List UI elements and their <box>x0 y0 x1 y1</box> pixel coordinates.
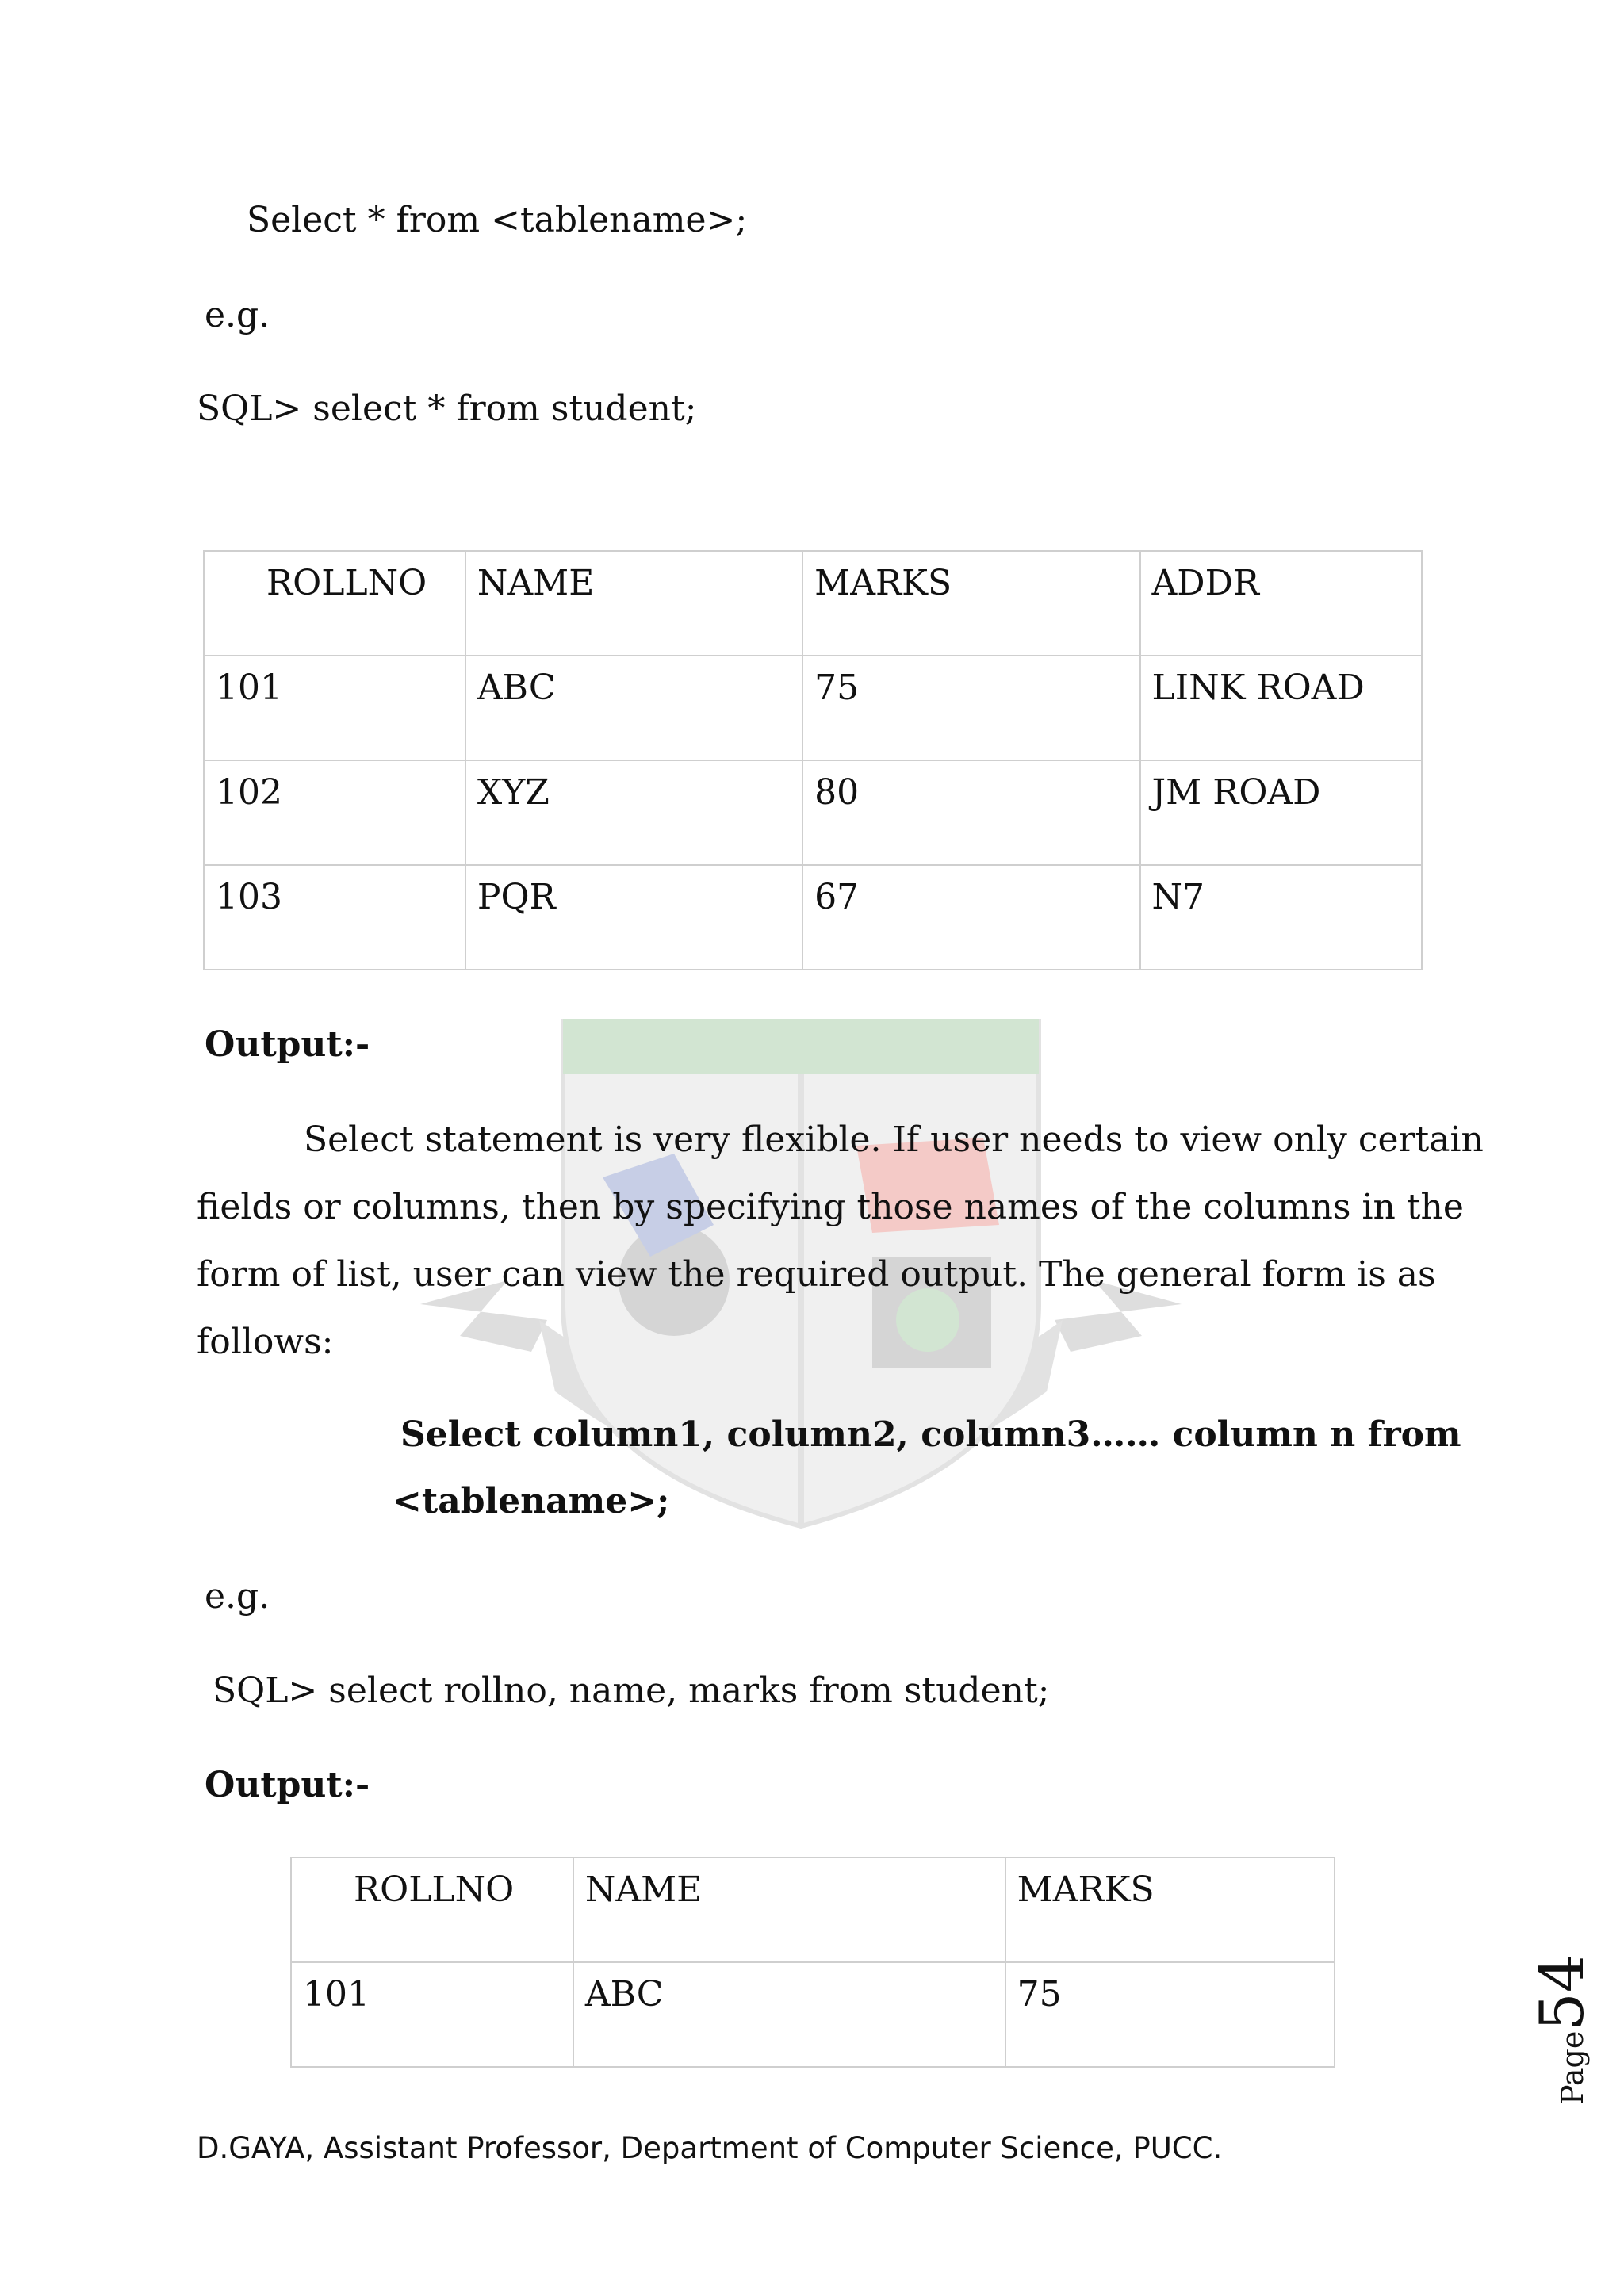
table-cell: ABC <box>573 1962 1005 2067</box>
table-row <box>291 1962 1335 2067</box>
table-header-cell: NAME <box>573 1858 1005 1962</box>
table-row <box>204 865 1422 970</box>
paragraph-line: follows: <box>197 1322 334 1362</box>
sql-query-select-all: SQL> select * from student; <box>197 388 697 429</box>
table-cell: PQR <box>465 865 802 970</box>
table-cell: 67 <box>802 865 1139 970</box>
table-cell: XYZ <box>465 760 802 865</box>
table-cell: JM ROAD <box>1140 760 1422 865</box>
table-cell: 80 <box>802 760 1139 865</box>
syntax-select-all: Select * from <tablename>; <box>247 200 748 240</box>
paragraph-line: Select statement is very flexible. If user needs to view only certain <box>304 1119 1484 1160</box>
table-row <box>204 656 1422 760</box>
student-table-full <box>203 550 1423 970</box>
table-cell: 103 <box>204 865 465 970</box>
table-row <box>204 760 1422 865</box>
table-cell: 101 <box>291 1962 573 2067</box>
page-number: 54 <box>1526 1954 1597 2031</box>
table-cell: ABC <box>465 656 802 760</box>
page-footer: D.GAYA, Assistant Professor, Department of Computer Science, PUCC. <box>197 2131 1223 2165</box>
example-label: e.g. <box>205 1576 270 1617</box>
table-cell: 102 <box>204 760 465 865</box>
output-label: Output:- <box>205 1024 370 1065</box>
output-label: Output:- <box>205 1765 370 1805</box>
table-cell: 75 <box>802 656 1139 760</box>
syntax-select-columns-line-2: <tablename>; <box>393 1481 670 1521</box>
paragraph-line: form of list, user can view the required output. The general form is as <box>197 1254 1436 1295</box>
sql-query-select-columns: SQL> select rollno, name, marks from student; <box>213 1670 1050 1711</box>
student-table-selected-columns <box>290 1857 1335 2068</box>
table-header-row <box>291 1858 1335 1962</box>
page-number-stamp <box>1511 1946 1597 2105</box>
table-header-cell: ROLLNO <box>204 551 465 656</box>
table-header-cell: MARKS <box>802 551 1139 656</box>
example-label: e.g. <box>205 295 270 335</box>
body-paragraph <box>197 1106 1484 1376</box>
table-cell: 75 <box>1005 1962 1335 2067</box>
table-header-row <box>204 551 1422 656</box>
table-header-cell: NAME <box>465 551 802 656</box>
page-label: Page <box>1555 2030 1590 2105</box>
table-header-cell: ROLLNO <box>291 1858 573 1962</box>
table-cell: N7 <box>1140 865 1422 970</box>
syntax-select-columns-line-1: Select column1, column2, column3…… column n from <box>400 1414 1461 1455</box>
table-cell: LINK ROAD <box>1140 656 1422 760</box>
table-header-cell: MARKS <box>1005 1858 1335 1962</box>
table-header-cell: ADDR <box>1140 551 1422 656</box>
table-cell: 101 <box>204 656 465 760</box>
paragraph-line: fields or columns, then by specifying those names of the columns in the <box>197 1187 1464 1227</box>
